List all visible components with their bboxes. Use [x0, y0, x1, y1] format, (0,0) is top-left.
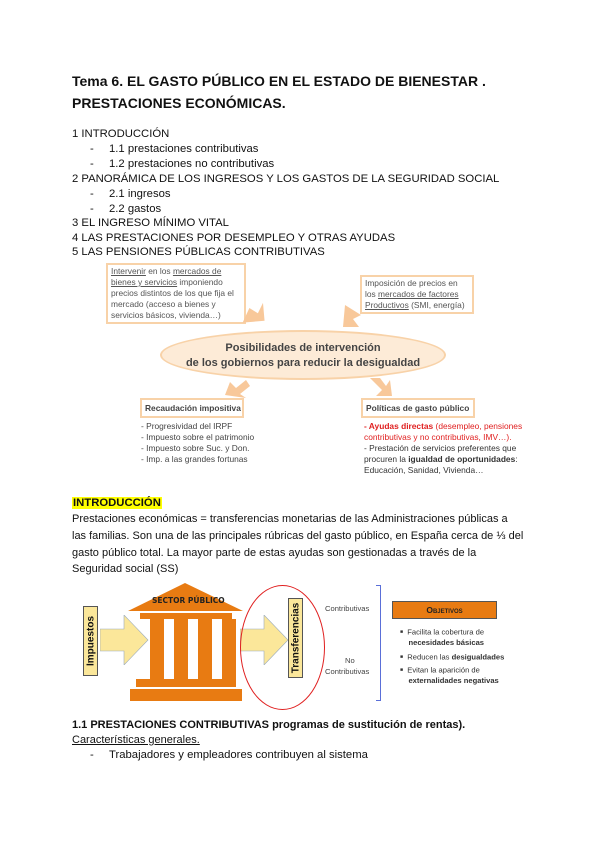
list-item: Trabajadores y empleadores contribuyen al sistema [109, 749, 368, 761]
column [222, 619, 236, 681]
toc-item: 3 EL INGRESO MÍNIMO VITAL [72, 217, 229, 229]
toc-item: 2 PANORÁMICA DE LOS INGRESOS Y LOS GASTOS DE LA SEGURIDAD SOCIAL [72, 173, 500, 185]
text: mercados de factores Productivos [365, 289, 459, 310]
highlight-circle [240, 585, 325, 710]
column [174, 619, 188, 681]
center-line2: de los gobiernos para reducir la desigualdad [185, 357, 421, 369]
column [198, 619, 212, 681]
toc-dash: - [90, 143, 94, 155]
objectives-list: ■ Facilita la cobertura de necesidades básicas ■ Reducen las desigualdades ■ Evitan la aparición de externalidades negativas [400, 627, 505, 685]
no-label: No [345, 656, 355, 665]
impuestos-label: Impuestos [85, 615, 96, 667]
text: Reducen las [407, 652, 452, 662]
sector-publico-label: SECTOR PÚBLICO [152, 596, 225, 605]
toc-item: 1 INTRODUCCIÓN [72, 128, 170, 140]
toc-dash: - [90, 188, 94, 200]
toc-item: 4 LAS PRESTACIONES POR DESEMPLEO Y OTRAS AYUDAS [72, 232, 396, 244]
text: Intervenir [111, 266, 146, 276]
text: imponiendo precios distintos de los que fija el mercado (acceso a bienes y servicios básicos, vivienda…) [111, 277, 234, 320]
intro-line: Seguridad social (SS) [72, 563, 179, 575]
toc-dash: - [90, 158, 94, 170]
text: Facilita la cobertura de [407, 627, 485, 637]
objetivos-header: Objetivos [392, 601, 497, 619]
list-item: - Impuesto sobre el patrimonio [141, 432, 255, 442]
text: Imposición de precios en los [365, 278, 458, 299]
list-dash: - [90, 749, 94, 761]
text: (desempleo, pensiones contributivas y no contributivas, IMV…). [364, 421, 523, 442]
text: igualdad de oportunidades [408, 454, 516, 464]
section-heading: 1.1 PRESTACIONES CONTRIBUTIVAS programas de sustitución de rentas). [72, 719, 466, 731]
public-spending-text [364, 421, 544, 476]
intro-line: gasto público total. La mayor parte de estas ayudas son gestionadas a través de la [72, 547, 477, 559]
list-item: - Impuesto sobre Suc. y Don. [141, 443, 250, 453]
toc-item: 1.2 prestaciones no contributivas [109, 158, 275, 170]
toc-item: 2.1 ingresos [109, 188, 171, 200]
contributivas-label: Contributivas [325, 604, 370, 613]
center-line1: Posibilidades de intervención [225, 342, 381, 354]
text: externalidades negativas [408, 675, 499, 685]
tax-list [141, 421, 254, 465]
text: - Prestación de servicios preferentes que procuren la [364, 443, 517, 464]
transferencias-label: Transferencias [290, 602, 301, 674]
toc-item: 5 LAS PENSIONES PÚBLICAS CONTRIBUTIVAS [72, 246, 325, 258]
intro-heading: INTRODUCCIÓN [73, 497, 161, 509]
text: - Ayudas directas [364, 421, 434, 431]
tax-collection-title: Recaudación impositiva [140, 398, 244, 418]
text: (SMI, energía) [408, 300, 465, 310]
doc-title-line2: PRESTACIONES ECONÓMICAS. [72, 95, 286, 111]
text: : Educación, Sanidad, Vivienda… [364, 454, 518, 475]
intro-line: Prestaciones económicas = transferencias monetarias de las Administraciones públicas a [72, 513, 508, 525]
list-item: - Progresividad del IRPF [141, 421, 233, 431]
intro-line: las familias. Son una de las principales rúbricas del gasto público, en España cerca de ⅓ del [72, 530, 524, 542]
text: mercados de bienes y servicios [111, 266, 222, 287]
column [150, 619, 164, 681]
text: Evitan la aparición de [407, 665, 480, 675]
section-subheading: Características generales. [72, 734, 200, 746]
bracket [376, 585, 381, 701]
toc-item: 2.2 gastos [109, 203, 162, 215]
text: en los [145, 266, 173, 276]
impuestos-box [83, 606, 98, 676]
no-contributivas-label: Contributivas [325, 667, 370, 676]
doc-title-line1: Tema 6. EL GASTO PÚBLICO EN EL ESTADO DE BIENESTAR . [72, 73, 486, 89]
public-spending-title: Políticas de gasto público [361, 398, 475, 418]
central-ellipse [160, 330, 446, 380]
text: necesidades básicas [408, 637, 485, 647]
list-item: - Imp. a las grandes fortunas [141, 454, 248, 464]
toc-dash: - [90, 203, 94, 215]
toc-item: 1.1 prestaciones contributivas [109, 143, 259, 155]
text: desigualdades [451, 652, 505, 662]
